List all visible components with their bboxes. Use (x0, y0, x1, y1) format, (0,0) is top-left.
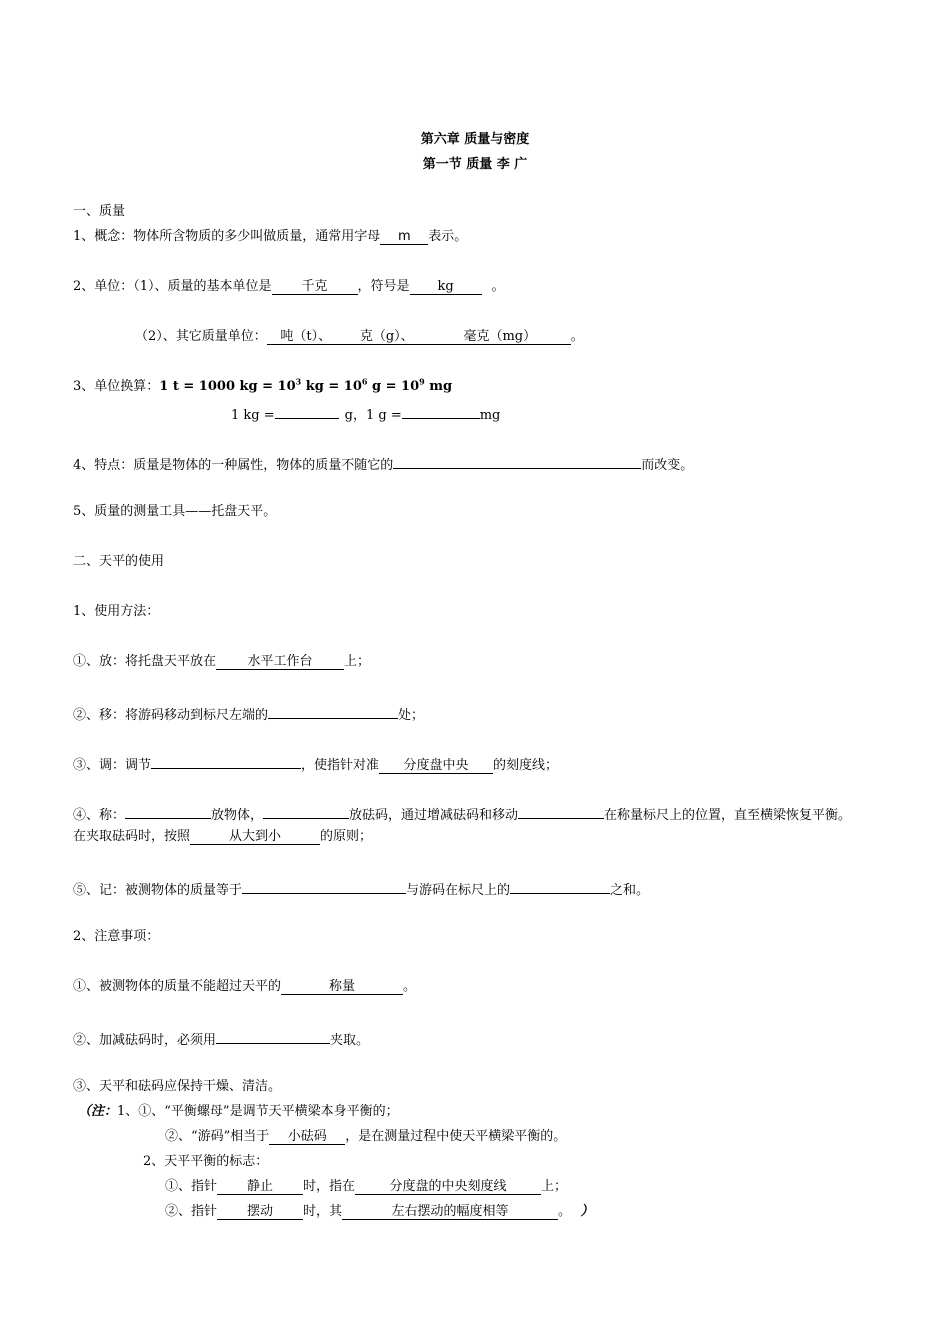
answer-blank: 从大到小 (190, 829, 320, 845)
section-subtitle: 第一节 质量 李 广 (422, 157, 528, 172)
answer-blank: 水平工作台 (216, 654, 344, 670)
answer-blank (263, 803, 349, 819)
answer-blank (216, 1028, 330, 1044)
answer-blank (393, 453, 641, 469)
answer-blank: kg (410, 279, 482, 295)
answer-blank (151, 753, 301, 769)
line-conversion: 3、单位换算：1 t = 1000 kg = $10^3$ kg = $10^6$ $g = 10^9$ mg (73, 376, 453, 394)
step-record: ⑤、记：被测物体的质量等于 与游码在标尺上的 之和。 (73, 878, 649, 900)
answer-blank (510, 878, 610, 894)
step-move: ②、移：将游码移动到标尺左端的 处； (73, 703, 424, 725)
answer-blank: 分度盘中央 (379, 758, 493, 774)
answer-blank (275, 403, 339, 419)
note-2: ②、“游码”相当于 小砝码 ，是在测量过程中使天平横梁平衡的。 (165, 1129, 567, 1144)
answer-blank: 分度盘的中央刻度线 (355, 1179, 541, 1195)
answer-blank: 左右摆动的幅度相等 (342, 1204, 558, 1220)
answer-blank: 摆动 (217, 1204, 303, 1220)
line-unit: 2、单位：（1）、质量的基本单位是 千克 ，符号是 kg 。 (73, 279, 505, 294)
note-3: 2、天平平衡的标志： (143, 1154, 269, 1169)
answer-blank: 克（g）、 (345, 329, 429, 345)
answer-blank: 小砝码 (269, 1129, 345, 1145)
answer-blank: 称量 (281, 979, 403, 995)
answer-blank: 千克 (272, 279, 358, 295)
answer-blank: 静止 (217, 1179, 303, 1195)
precaution-3: ③、天平和砝码应保持干燥、清洁。 (73, 1079, 282, 1094)
answer-blank (518, 803, 604, 819)
answer-blank: 毫克（mg） (429, 329, 571, 345)
answer-blank (242, 878, 406, 894)
heading-mass: 一、质量 (73, 204, 126, 219)
heading-balance-use: 二、天平的使用 (73, 554, 165, 569)
answer-blank (268, 703, 398, 719)
note-1: （注：1、①、“平衡螺母”是调节天平横梁本身平衡的； (78, 1104, 399, 1119)
answer-blank (125, 803, 211, 819)
precaution-2: ②、加减砝码时，必须用 夹取。 (73, 1028, 369, 1050)
line-tool: 5、质量的测量工具——托盘天平。 (73, 504, 277, 519)
line-property: 4、特点：质量是物体的一种属性，物体的质量不随它的 而改变。 (73, 453, 693, 475)
step-weigh-rule: 在夹取砝码时，按照 从大到小 的原则； (73, 829, 373, 844)
line-precautions: 2、注意事项： (73, 929, 160, 944)
line-concept: 1、概念：物体所含物质的多少叫做质量，通常用字母 m 表示。 (73, 229, 468, 244)
precaution-1: ①、被测物体的质量不能超过天平的 称量 。 (73, 979, 417, 994)
answer-blank (402, 403, 480, 419)
page-title: 第六章 质量与密度 (420, 132, 530, 147)
step-weigh: ④、称： 放物体， 放砝码，通过增减砝码和移动 在称量标尺上的位置，直至横梁恢复平衡。 (73, 803, 851, 825)
line-method: 1、使用方法： (73, 604, 160, 619)
answer-blank: 吨（t）、 (267, 329, 345, 345)
note-4: ①、指针 静止 时，指在 分度盘的中央刻度线 上； (165, 1179, 568, 1194)
line-other-units: （2）、其它质量单位： 吨（t）、 克（g）、 毫克（mg） 。 (135, 329, 584, 344)
note-5: ②、指针 摆动 时，其 左右摆动的幅度相等 。 ） (165, 1204, 594, 1219)
line-conversion-blanks: 1 kg = g，1 g = mg (231, 403, 500, 425)
step-place: ①、放：将托盘天平放在 水平工作台 上； (73, 654, 371, 669)
answer-blank: m (380, 229, 428, 245)
step-adjust: ③、调：调节 ，使指针对准 分度盘中央 的刻度线； (73, 753, 558, 775)
